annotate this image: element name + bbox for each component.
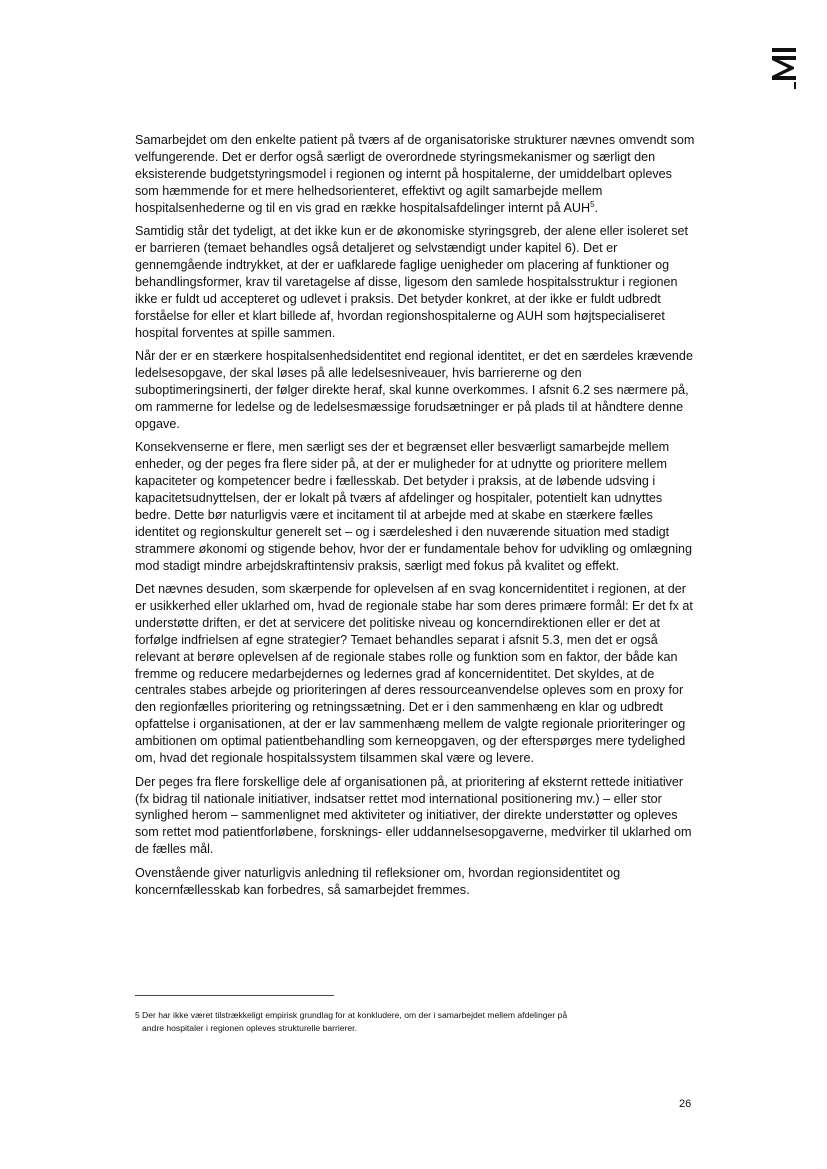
paragraph-1: Samarbejdet om den enkelte patient på tværs af de organisatoriske strukturer nævnes omvendt som velfungerende. Det er derfor også særligt de overordnede styringsmekanismer og særligt den eksisterende budgetstyringsmodel i regionen og internt på hospitalerne, der umiddelbart opleves som hæmmende for et mere helhedsorienteret, effektivt og agilt samarbejde mellem hospitalsenhederne og til en vis grad en række hospitalsafdelinger internt på AUH$^5$. [135, 133, 695, 215]
footnote-divider [135, 995, 334, 996]
footnote-reference[interactable]: 5 [590, 199, 595, 209]
footnote-number: 5 [135, 1010, 140, 1020]
footnote-line-1: 5 Der har ikke været tilstrækkeligt empirisk grundlag for at konkludere, om der i samarbejdet mellem afdelinger på [135, 1010, 568, 1020]
paragraph-3: Når der er en stærkere hospitalsenhedsidentitet end regional identitet, er det en særdeles krævende ledelsesopgave, der skal løses på alle ledelsesniveauer, hvis barriererne og den suboptimeringsinerti, der følger direkte heraf, skal kunne overkommes. I afsnit 6.2 ses nærmere på, om rammerne for ledelse og de ledelsesmæssige forudsætninger er på plads til at håndtere denne opgave. [135, 349, 693, 431]
im-logo-icon [770, 46, 798, 90]
paragraph-6: Der peges fra flere forskellige dele af organisationen på, at prioritering af eksternt rettede initiativer (fx bidrag til nationale initiativer, indsatser rettet mod international positionering mv.) – eller stor synlighed herom – sammenlignet med aktiviteter og initiativer, der direkte understøtter og opleves som rettet mod patientforløbene, forsknings- eller uddannelsesopgaverne, medvirker til uklarhed om de fælles mål. [135, 774, 692, 857]
body-text [135, 132, 695, 905]
page-number: 26 [679, 1098, 692, 1110]
paragraph-2: Samtidig står det tydeligt, at det ikke kun er de økonomiske styringsgreb, der alene eller isoleret set er barrieren (temaet behandles også detaljeret og selvstændigt under kapitel 6). Det er gennemgående indtrykket, at der er uafklarede faglige uenigheder om placering af funktioner og behandlingsformer, krav til varetagelse af disse, ligesom den samlede hospitalsstruktur i regionen ikke er fuldt ud accepteret og udlevet i praksis. Det betyder konkret, at der ikke er fuldt udbredt forståelse for eller et klart billede af, hvordan regionshospitalerne og AUH som højtspecialiseret hospital forventes at spille sammen. [135, 224, 688, 340]
footnote-line-2: andre hospitaler i regionen opleves strukturelle barrierer. [142, 1022, 357, 1033]
paragraph-7: Ovenstående giver naturligvis anledning til refleksioner om, hvordan regionsidentitet og koncernfællesskab kan forbedres, så samarbejdet fremmes. [135, 865, 621, 897]
paragraph-4: Konsekvenserne er flere, men særligt ses der et begrænset eller besværligt samarbejde mellem enheder, og der peges fra flere sider på, at der er muligheder for at udnytte og prioritere mellem kapaciteter og kompetencer bedre i fællesskab. Det betyder i praksis, at de løbende udsving i kapacitetsudnyttelsen, der er lokalt på tværs af afdelinger og hospitaler, potentielt kan udnyttes bedre. Dette bør naturligvis være et incitament til at arbejde med at skabe en stærkere fælles identitet og regionskultur generelt set – og i særdeleshed i den nuværende situation med stadigt strammere økonomi og stigende behov, hvor der er fundamentale behov for udvikling og omlægning mod stadigt mindre arbejdskraftintensiv praksis, særligt med fokus på kvalitet og effekt. [135, 440, 692, 573]
footnote [135, 1009, 697, 1034]
paragraph-5: Det nævnes desuden, som skærpende for oplevelsen af en svag koncernidentitet i regionen, at der er usikkerhed eller uklarhed om, hvad de regionale stabe har som deres primære formål: Er det fx at understøtte driften, er det at servicere det politiske niveau og koncerndirektionen eller er det at forfølge indfrielsen af egne strategier? Temaet behandles separat i afsnit 5.3, men det er også relevant at berøre oplevelsen af de regionale stabes rolle og funktion som en faktor, der både kan fremme og reducere medarbejdernes og ledernes grad af koncernidentitet. Det skyldes, at de centrales stabes arbejde og prioriteringen af deres ressourceanvendelse opleves som en proxy for den regionfælles prioritering og retningssætning. Det er i den sammenhæng en klar og udbredt opfattelse i organisationen, at der er lav sammenhæng mellem de valgte regionale prioriteringer og ambitionen om optimal patientbehandling som kerneopgaven, og der efterspørges mere tydelighed om, hvad det regionale hospitalssystem tilsammen skal være og levere. [135, 582, 693, 766]
